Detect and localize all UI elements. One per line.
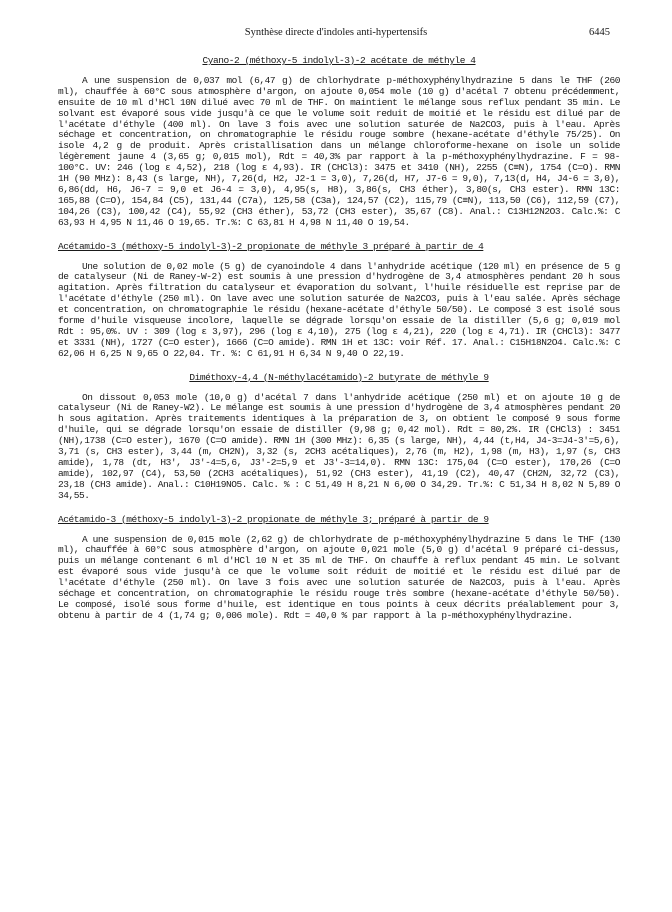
- section-title: Acétamido-3 (méthoxy-5 indolyl-3)-2 propionate de méthyle 3 préparé à partir de 4: [58, 240, 484, 252]
- section-title: Cyano-2 (méthoxy-5 indolyl-3)-2 acétate de méthyle 4: [202, 55, 476, 66]
- page-number: 6445: [589, 27, 610, 38]
- experimental-paragraph: On dissout 0,053 mole (10,0 g) d'acétal 7 dans l'anhydride acétique (250 ml) et on ajoute 10 g de catalyseur (Ni de Raney-W2). Le mélange est soumis à une pression d'hydrogène de 3,4 atmosphères pendant 20 h sous agitation. Après traitements identiques à la préparation de 3, on obtient le composé 9 sous forme d'huile, qui se dégrade lorsqu'on essaie de distiller (9,98 g; 0,42 mol). Rdt = 80,2%. IR (CHCl3) : 3451 (NH),1738 (C=O ester), 1670 (C=O amide). RMN 1H (300 MHz): 6,35 (s large, NH), 4,44 (t,H4, J4-3=J4-3'=5,6), 3,71 (s, CH3 ester), 3,44 (m, CH2N), 3,32 (s, 2CH3 acétaliques), 2,76 (m, H2), 1,98 (m, H3), 1,97 (s, CH3 amide), 1,78 (dt, H3', J3'-4=5,6, J3'-2=5,9 et J3'-3=14,0). RMN 13C: 175,04 (C=O ester), 170,26 (C=O amide), 102,97 (C4), 53,50 (2CH3 acétaliques), 51,92 (CH3 ester), 41,19 (C2), 40,47 (CH2N, 32,72 (C3), 23,18 (CH3 amide). Anal.: C10H19NO5. Calc. % : C 51,49 H 8,21 N 6,00 O 34,29. Tr.%: C 51,34 H 8,02 N 5,89 O 34,55.: [58, 391, 620, 501]
- section-acetamido-from-9: [58, 515, 620, 622]
- experimental-paragraph: A une suspension de 0,015 mole (2,62 g) de chlorhydrate de p-méthoxyphénylhydrazine 5 dans le THF (130 ml), chauffée à 60°C sous atmosphère d'argon, on ajoute 0,021 mole (5,0 g) d'acétal 9 préparé ci-dessus, puis un mélange contenant 6 ml d'HCl 10 N et 35 ml de THF. On chauffe à reflux pendant 45 min. Le solvant est évaporé sous vide jusqu'à ce que le volume soit réduit de moitié et le résidu est dilué par de l'acétate d'éthyle (250 ml). On lave 3 fois avec une solution saturée de Na2CO3, puis à l'eau. Après séchage et concentration, on chromatographie le résidu rouge très sombre (hexane-acétate d'éthyle 50/50). Le composé, isolé sous forme d'huile, est identique en tous points à ceux décrits préalablement pour 3, obtenu à partir de 4 (1,74 g; 0,006 mole). Rdt = 40,0 % par rapport à la p-méthoxyphénylhydrazine.: [58, 533, 620, 621]
- section-title: Acétamido-3 (méthoxy-5 indolyl-3)-2 propionate de méthyle 3; préparé à partir de 9: [58, 513, 489, 525]
- section-title: Diméthoxy-4,4 (N-méthylacétamido)-2 butyrate de méthyle 9: [189, 371, 489, 383]
- experimental-paragraph: A une suspension de 0,037 mol (6,47 g) de chlorhydrate p-méthoxyphénylhydrazine 5 dans le THF (260 ml), chauffée à 60°C sous atmosphère d'argon, on ajoute 0,054 mole (10 g) d'acétal 7 obtenu précédemment, ensuite de 10 ml d'HCl 10N dilué avec 70 ml de THF. On maintient le mélange sous reflux pendant 35 min. Le solvant est évaporé sous vide jusqu'à ce que le volume soit reduit de moitié et le résidu est dilué par de l'acétate d'éthyle (400 ml). On lave 3 fois avec une solution saturée de Na2CO3, puis à l'eau. Après séchage et concentration, on chromatographie le résidu rouge sombre (hexane-acétate d'éthyle 75/25). On isole 4,2 g de produit. Après cristallisation dans un mélange chloroforme-hexane on isole un solide légèrement jaune 4 (3,65 g; 0,015 mol), Rdt = 40,3% par rapport à la p-méthoxyphénylhydrazine. F = 98-100°C. UV: 246 (log ε 4,52), 218 (log ε 4,93). IR (CHCl3): 3475 et 3410 (NH), 2255 (C≡N), 1754 (C=O). RMN 1H (90 MHz): 8,43 (s large, NH), 7,26(d, H2, J2-1 = 3,0), 7,26(d, H7, J7-6 = 9,0), 7,13(d, H4, J4-6 = 3,0), 6,86(dd, H6, J6-7 = 9,0 et J6-4 = 3,0), 4,95(s, H8), 3,86(s, CH3 éther), 3,80(s, CH3 ester). RMN 13C: 165,88 (C=O), 154,84 (C5), 131,44 (C7a), 125,58 (C3a), 124,57 (C2), 115,79 (C≡N), 113,50 (C6), 112,59 (C7), 104,26 (C3), 100,42 (C4), 55,92 (CH3 éther), 53,72 (CH3 ester), 35,67 (C8). Anal.: C13H12N2O3. Calc.%: C 63,93 H 4,95 N 11,46 O 19,65. Tr.%: C 63,81 H 4,98 N 11,40 O 19,54.: [58, 74, 620, 228]
- section-acetamido-from-4: [58, 242, 620, 360]
- experimental-paragraph: Une solution de 0,02 mole (5 g) de cyanoindole 4 dans l'anhydride acétique (120 ml) en présence de 5 g de catalyseur (Ni de Raney-W-2) est soumis à une pression d'hydrogène de 3,4 atmosphères pendant 20 h sous agitation. Après filtration du catalyseur et évaporation du solvant, l'huile résiduelle est reprise par de l'acétate d'éthyle (250 ml). On lave avec une solution saturée de Na2CO3, puis à l'eau salée. Après séchage et concentration, on chromatographie le résidu (hexane-acétate d'éthyle 50/50). Le composé 3 est isolé sous forme d'huile visqueuse incolore, laquelle se dégrade lorsqu'on essaie de la distiller (5,6 g; 0,019 mol Rdt : 95,0%. UV : 309 (log ε 3,97), 296 (log ε 4,10), 275 (log ε 4,21), 220 (log ε 4,71). IR (CHCl3): 3477 et 3331 (NH), 1727 (C=O ester), 1666 (C=O amide). RMN 1H et 13C: voir Réf. 17. Anal.: C15H18N2O4. Calc.%: C 62,06 H 6,25 N 9,65 O 22,04. Tr. %: C 61,91 H 6,34 N 9,40 O 22,19.: [58, 260, 620, 359]
- section-dimethoxy-butyrate: [58, 373, 620, 502]
- running-title: Synthèse directe d'indoles anti-hypertensifs: [244, 27, 428, 38]
- section-cyano-indole: [58, 56, 620, 229]
- article-body: [58, 56, 620, 635]
- running-head: [0, 27, 672, 43]
